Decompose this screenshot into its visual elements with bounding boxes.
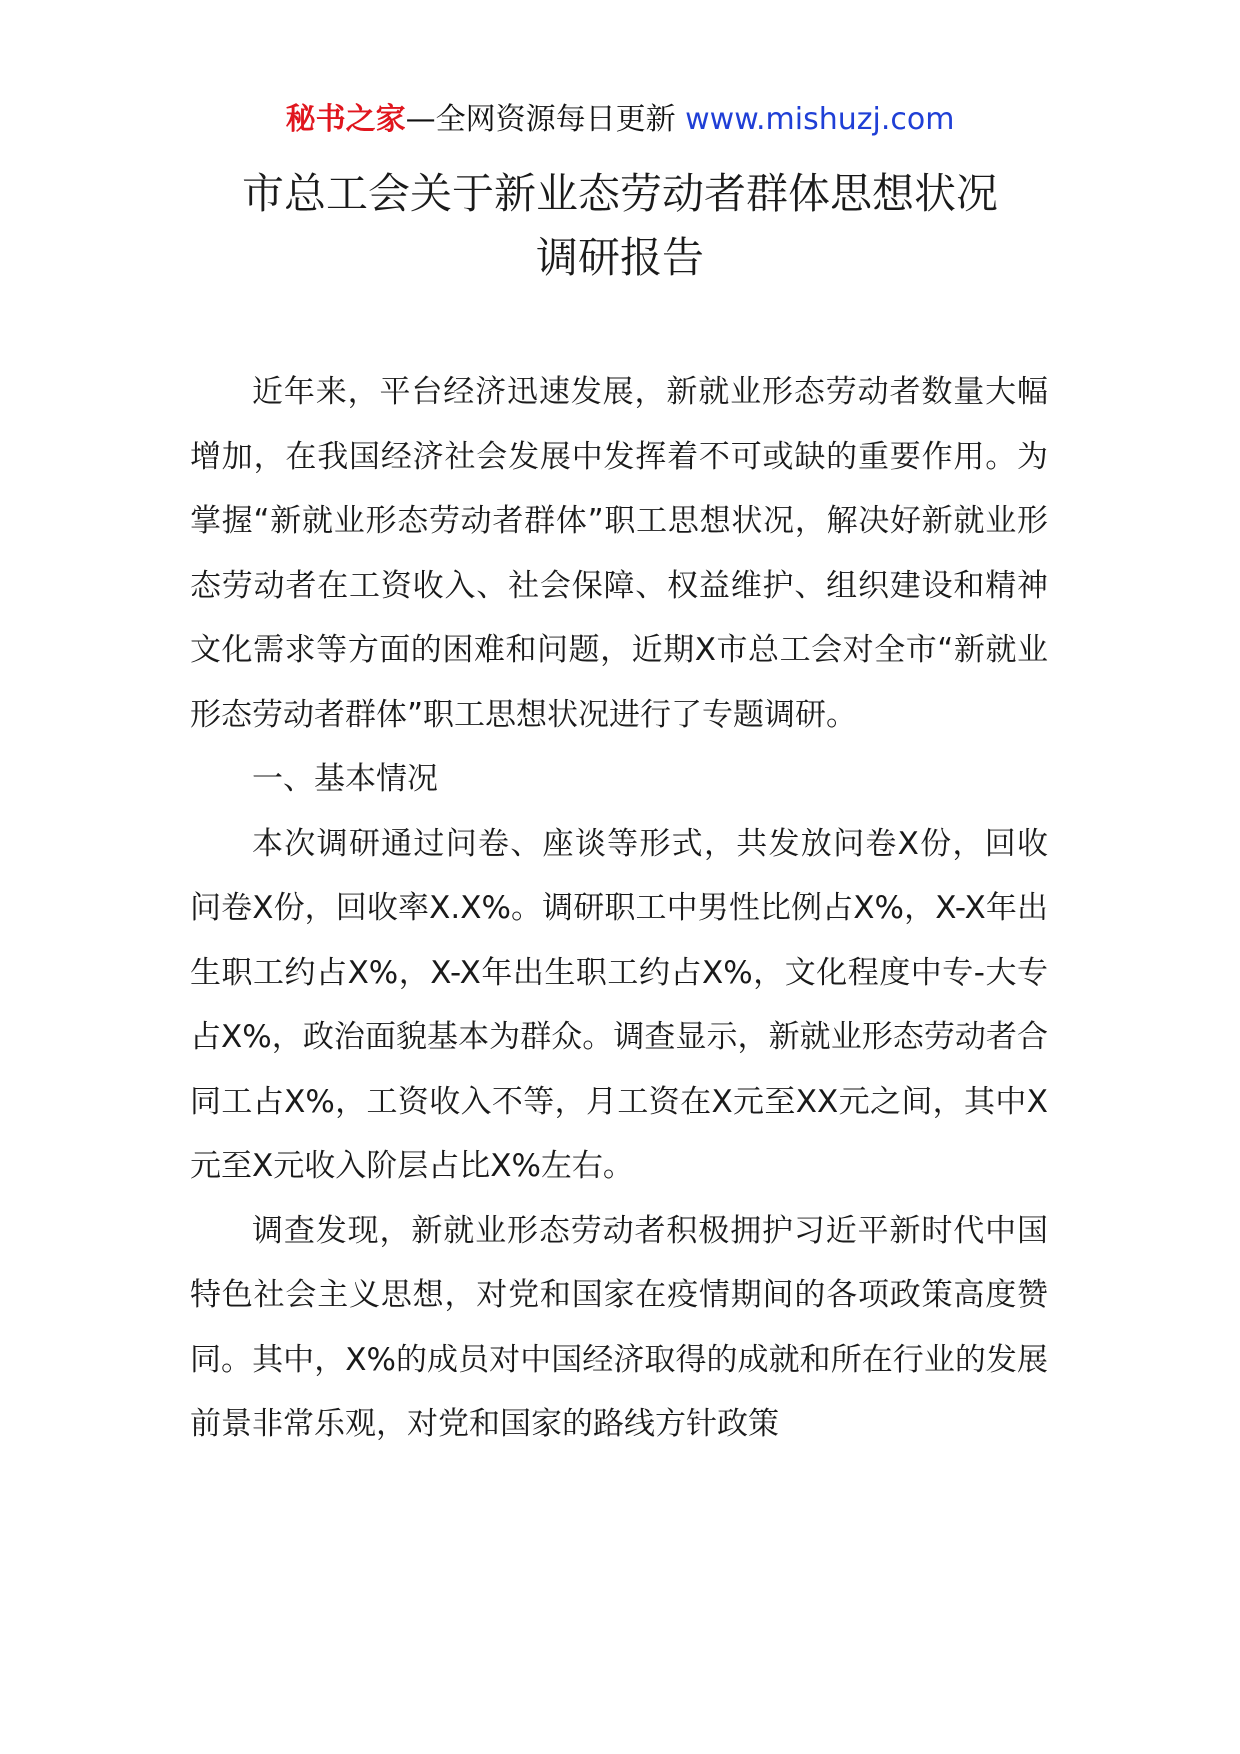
intro-paragraph: 近年来，平台经济迅速发展，新就业形态劳动者数量大幅增加，在我国经济社会发展中发挥着不可或缺的重要作用。为掌握“新就业形态劳动者群体”职工思想状况，解决好新就业形态劳动者在工资收入、社会保障、权益维护、组织建设和精神文化需求等方面的困难和问题，近期X市总工会对全市“新就业形态劳动者群体”职工思想状况进行了专题调研。 bbox=[190, 374, 1048, 733]
document-title bbox=[0, 162, 1240, 290]
site-tagline: —全网资源每日更新 bbox=[405, 102, 676, 137]
site-header bbox=[0, 100, 1240, 140]
survey-overview-paragraph: 本次调研通过问卷、座谈等形式，共发放问卷X份，回收问卷X份，回收率X.X%。调研职工中男性比例占X%，X-X年出生职工约占X%，X-X年出生职工约占X%，文化程度中专-大专占X%，政治面貌基本为群众。调查显示，新就业形态劳动者合同工占X%，工资收入不等，月工资在X元至XX元之间，其中X元至X元收入阶层占比X%左右。 bbox=[190, 825, 1048, 1184]
document-title-line-1: 市总工会关于新业态劳动者群体思想状况 bbox=[241, 169, 998, 218]
brand-name: 秘书之家 bbox=[285, 102, 406, 137]
site-url-link[interactable]: www.mishuzj.com bbox=[685, 102, 955, 137]
document-body bbox=[190, 360, 1048, 1457]
survey-findings-paragraph: 调查发现，新就业形态劳动者积极拥护习近平新时代中国特色社会主义思想，对党和国家在疫情期间的各项政策高度赞同。其中，X%的成员对中国经济取得的成就和所在行业的发展前景非常乐观，对党和国家的路线方针政策 bbox=[190, 1212, 1048, 1442]
document-title-line-2: 调研报告 bbox=[535, 233, 704, 282]
section-heading-basic-situation: 一、基本情况 bbox=[252, 761, 438, 797]
